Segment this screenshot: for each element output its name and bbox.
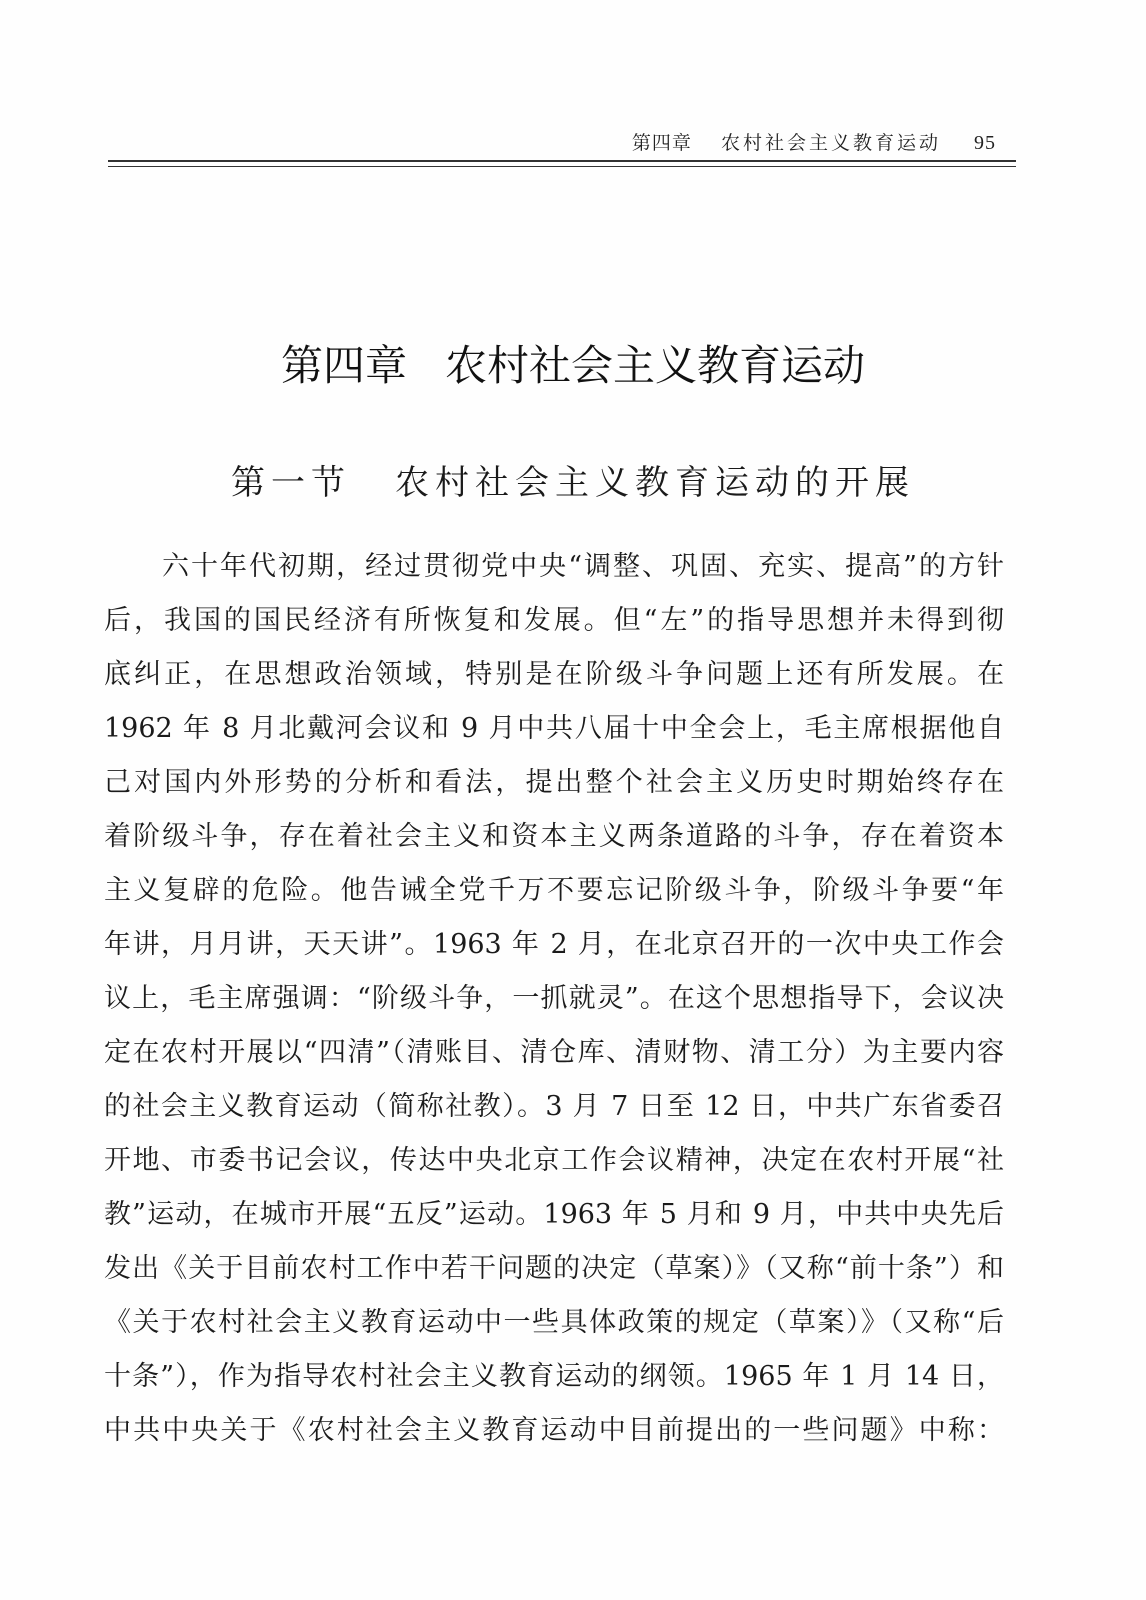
section-heading [0,455,1146,504]
body-line: 教”运动，在城市开展“五反”运动。1963 年 5 月和 9 月，中共中央先后 [104,1199,1004,1230]
page-number: 95 [974,132,996,154]
section-title: 农村社会主义教育运动的开展 [395,463,915,503]
body-line: 十条”），作为指导农村社会主义教育运动的纲领。1965 年 1 月 14 日， [104,1361,1004,1392]
body-line: 年讲，月月讲，天天讲”。1963 年 2 月，在北京召开的一次中央工作会 [104,929,1004,960]
body-line: 开地、市委书记会议，传达中央北京工作会议精神，决定在农村开展“社 [104,1145,1004,1176]
body-line: 着阶级斗争，存在着社会主义和资本主义两条道路的斗争，存在着资本 [104,821,1004,852]
body-line: 主义复辟的危险。他告诫全党千万不要忘记阶级斗争，阶级斗争要“年 [104,875,1004,906]
running-head-title: 农村社会主义教育运动 [720,132,941,154]
body-line: 发出《关于目前农村工作中若干问题的决定（草案）》（又称“前十条”）和 [104,1253,1004,1284]
chapter-number: 第四章 [280,341,407,390]
chapter-title: 农村社会主义教育运动 [445,341,866,390]
running-head [632,128,996,155]
body-paragraph [104,540,1004,1458]
body-line: 《关于农村社会主义教育运动中一些具体政策的规定（草案）》（又称“后 [104,1307,1004,1338]
body-line: 定在农村开展以“四清”（清账目、清仓库、清财物、清工分）为主要内容 [104,1037,1004,1068]
body-line: 1962 年 8 月北戴河会议和 9 月中共八届十中全会上，毛主席根据他自 [104,713,1004,744]
body-line: 的社会主义教育运动（简称社教）。3 月 7 日至 12 日，中共广东省委召 [104,1091,1004,1122]
section-number: 第一节 [231,463,351,503]
body-line: 己对国内外形势的分析和看法，提出整个社会主义历史时期始终存在 [104,767,1004,798]
running-head-chapter: 第四章 [631,132,692,154]
chapter-heading [0,333,1146,393]
body-line: 后，我国的国民经济有所恢复和发展。但“左”的指导思想并未得到彻 [104,605,1004,636]
header-rule-thick [108,160,1016,162]
body-line: 六十年代初期，经过贯彻党中央“调整、巩固、充实、提高”的方针 [162,551,1004,582]
body-line: 底纠正，在思想政治领域，特别是在阶级斗争问题上还有所发展。在 [104,659,1004,690]
body-line: 议上，毛主席强调：“阶级斗争，一抓就灵”。在这个思想指导下，会议决 [104,983,1004,1014]
body-line: 中共中央关于《农村社会主义教育运动中目前提出的一些问题》中称： [104,1415,1004,1446]
header-rule-thin [108,166,1016,167]
